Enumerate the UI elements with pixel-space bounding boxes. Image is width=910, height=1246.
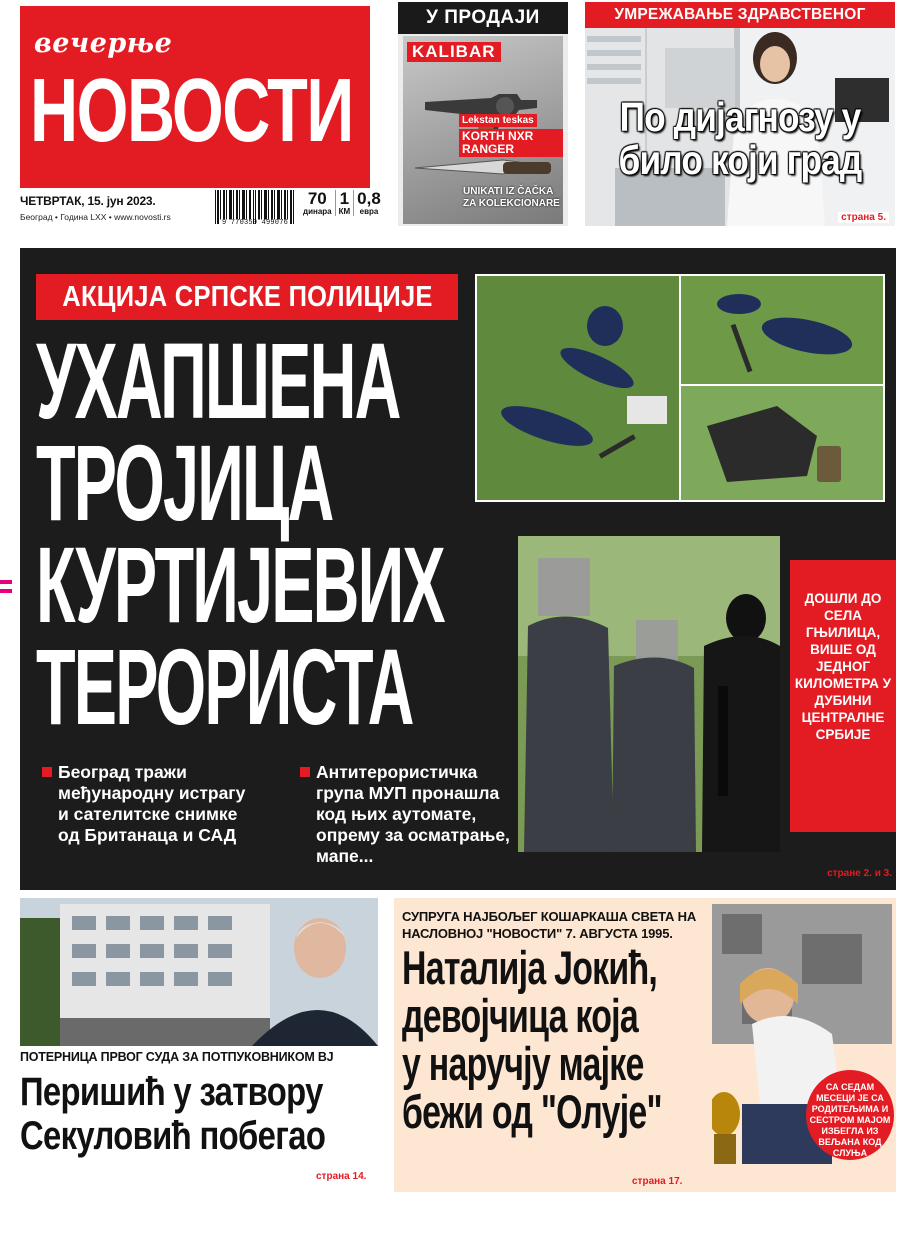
price-amount: 0,8 [357,189,381,208]
story-health-system[interactable] [585,2,895,226]
building-and-portrait [20,898,378,1046]
lead-photo-collage [475,274,885,502]
info-bubble: СА СЕДАМ МЕСЕЦИ ЈЕ СА РОДИТЕЉИМА И СЕСТРОМ МАЈОМ ИЗБЕГЛА ИЗ ВЕЉАНА КОД СЛУЊА [806,1070,894,1160]
price-euro [357,190,384,216]
lead-story[interactable] [20,248,896,890]
page-reference: страна 5. [838,212,889,223]
police-photo [518,536,780,852]
edge-marker [0,580,12,596]
headline-line: бежи од "Олује" [402,1085,662,1138]
headline-line: Наталија Јокић, [402,941,658,994]
page-reference: стране 2. и 3. [827,868,892,879]
magazine-cover-line: UNIKATI IZ ČAČKA ZA KOLEKCIONARE [463,186,560,209]
masthead-small-title: вечерње [34,28,173,59]
price-amount: 70 [307,189,327,208]
headline-line: УХАПШЕНА [36,320,400,441]
headline-line: било који град [618,137,862,184]
promo-label: У ПРОДАЈИ [398,2,568,34]
issue-date: ЧЕТВРТАК, 15. јун 2023. [20,194,156,208]
knife-image [413,154,553,180]
page-reference: страна 14. [316,1171,367,1182]
bullet-item: Антитерористичка група МУП пронашла код њих аутомате, опрему за осматрање, мапе... [300,762,518,867]
story-headline [607,96,874,182]
barcode-digits: 9 770350 499076 [221,219,288,227]
price-box [303,190,384,216]
lead-photo-arrest [518,536,780,852]
magazine-name: KALIBAR [407,42,501,62]
masthead-logo[interactable] [20,6,370,188]
page-reference: страна 17. [632,1176,683,1187]
headline-line: Перишић у затвору [20,1070,323,1114]
headline-line: По дијагнозу у [619,94,861,140]
headline-line: у наручју мајке [402,1037,644,1090]
price-amount: 1 [339,189,350,208]
lead-sidebar-text: ДОШЛИ ДО СЕЛА ГЊИЛИЦА, ВИШЕ ОД ЈЕДНОГ КИЛОМЕТРА У ДУБИНИ ЦЕНТРАЛНЕ СРБИЈЕ [790,560,896,832]
story-headline[interactable] [20,1070,364,1158]
lead-headline [36,320,506,747]
masthead-title: НОВОСТИ [30,61,353,161]
headline-line: ТРОЈИЦА [36,422,333,543]
lead-kicker [36,274,458,320]
arrest-photo-collage [477,276,883,500]
story-kicker: УМРЕЖАВАЊЕ ЗДРАВСТВЕНОГ [585,2,895,28]
story-headline [402,941,690,1138]
price-dinar [303,190,336,216]
imprint-line: Београд • Година LXX • www.novosti.rs [20,212,171,222]
story-natalija-jokic[interactable] [394,898,896,1192]
magazine-cover-line: Lekstan teskas [459,114,537,127]
price-unit: евра [359,207,379,216]
story-photo-building [20,898,378,1046]
magazine-cover [403,36,563,224]
headline-line: ТЕРОРИСТА [36,626,413,747]
price-unit: динара [303,207,332,216]
magazine-cover-line: KORTH NXR RANGER [459,129,563,157]
headline-line: КУРТИЈЕВИХ [36,524,444,645]
headline-line: девојчица која [402,989,638,1042]
lead-kicker-text: АКЦИЈА СРПСКЕ ПОЛИЦИЈЕ [61,281,433,313]
price-unit: КМ [338,207,351,216]
price-km [339,190,355,216]
story-kicker: ПОТЕРНИЦА ПРВОГ СУДА ЗА ПОТПУКОВНИКОМ ВЈ [20,1050,334,1064]
headline-line: Секуловић побегао [20,1114,326,1158]
lead-bullets [42,762,518,867]
story-kicker: СУПРУГА НАЈБОЉЕГ КОШАРКАША СВЕТА НА НАСЛОВНОЈ "НОВОСТИ" 7. АВГУСТА 1995. [402,909,697,941]
bullet-item: Београд тражи међународну истрагу и сателитске снимке од Британаца и САД [42,762,260,867]
magazine-promo[interactable] [398,2,568,226]
